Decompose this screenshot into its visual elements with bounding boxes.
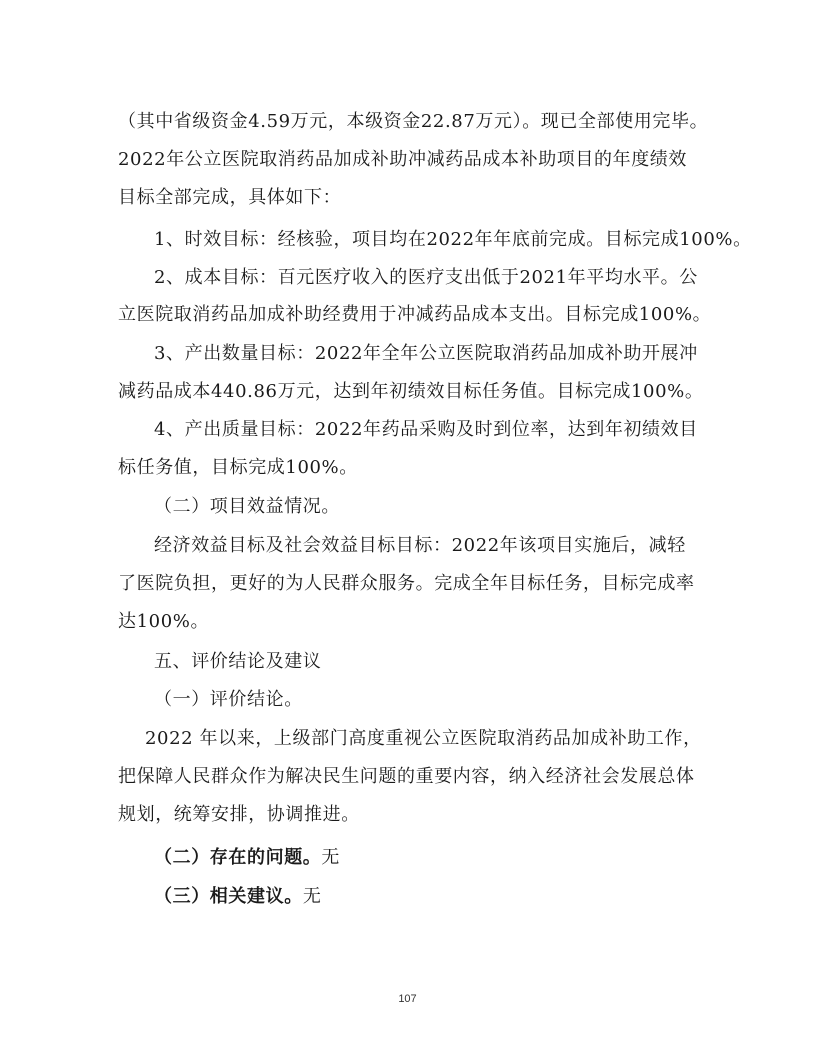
paragraph-line: 3、产出数量目标：2022年全年公立医院取消药品加成补助开展冲 [154,343,698,364]
paragraph-line: 了医院负担，更好的为人民群众服务。完成全年目标任务，目标完成率 [118,573,695,594]
suggestions-heading: （三）相关建议。 [154,886,303,907]
suggestions-text: 无 [302,886,322,907]
paragraph-line: 目标全部完成，具体如下： [118,187,342,208]
paragraph-line: 2022 年以来，上级部门高度重视公立医院取消药品加成补助工作， [145,728,702,749]
paragraph-line: 1、时效目标：经核验，项目均在2022年年底前完成。目标完成100%。 [154,229,752,250]
paragraph-line: 立医院取消药品加成补助经费用于冲减药品成本支出。目标完成100%。 [118,304,712,325]
section-heading: （二）项目效益情况。 [154,496,340,517]
section-heading: （一）评价结论。 [154,689,303,710]
paragraph-line: 4、产出质量目标：2022年药品采购及时到位率，达到年初绩效目 [154,419,698,440]
paragraph-line: 标任务值，目标完成100%。 [118,457,358,478]
paragraph-line: 经济效益目标及社会效益目标目标：2022年该项目实施后，减轻 [154,535,686,556]
paragraph-line: 规划，统筹安排，协调推进。 [118,804,360,825]
paragraph-line: 2022年公立医院取消药品加成补助冲减药品成本补助项目的年度绩效 [118,149,688,170]
paragraph-line: 达100%。 [118,611,210,632]
paragraph-line: 减药品成本440.86万元，达到年初绩效目标任务值。目标完成100%。 [118,381,704,402]
problems-line [154,846,340,870]
suggestions-line [154,885,321,909]
problems-text: 无 [321,847,341,868]
section-heading: 五、评价结论及建议 [154,651,322,672]
page-number: 107 [398,993,417,1005]
problems-heading: （二）存在的问题。 [154,847,322,868]
paragraph-line: 2、成本目标：百元医疗收入的医疗支出低于2021年平均水平。公 [154,267,698,288]
paragraph-line: 把保障人民群众作为解决民生问题的重要内容，纳入经济社会发展总体 [118,766,695,787]
paragraph-line: （其中省级资金4.59万元，本级资金22.87万元）。现已全部使用完毕。 [118,111,709,132]
